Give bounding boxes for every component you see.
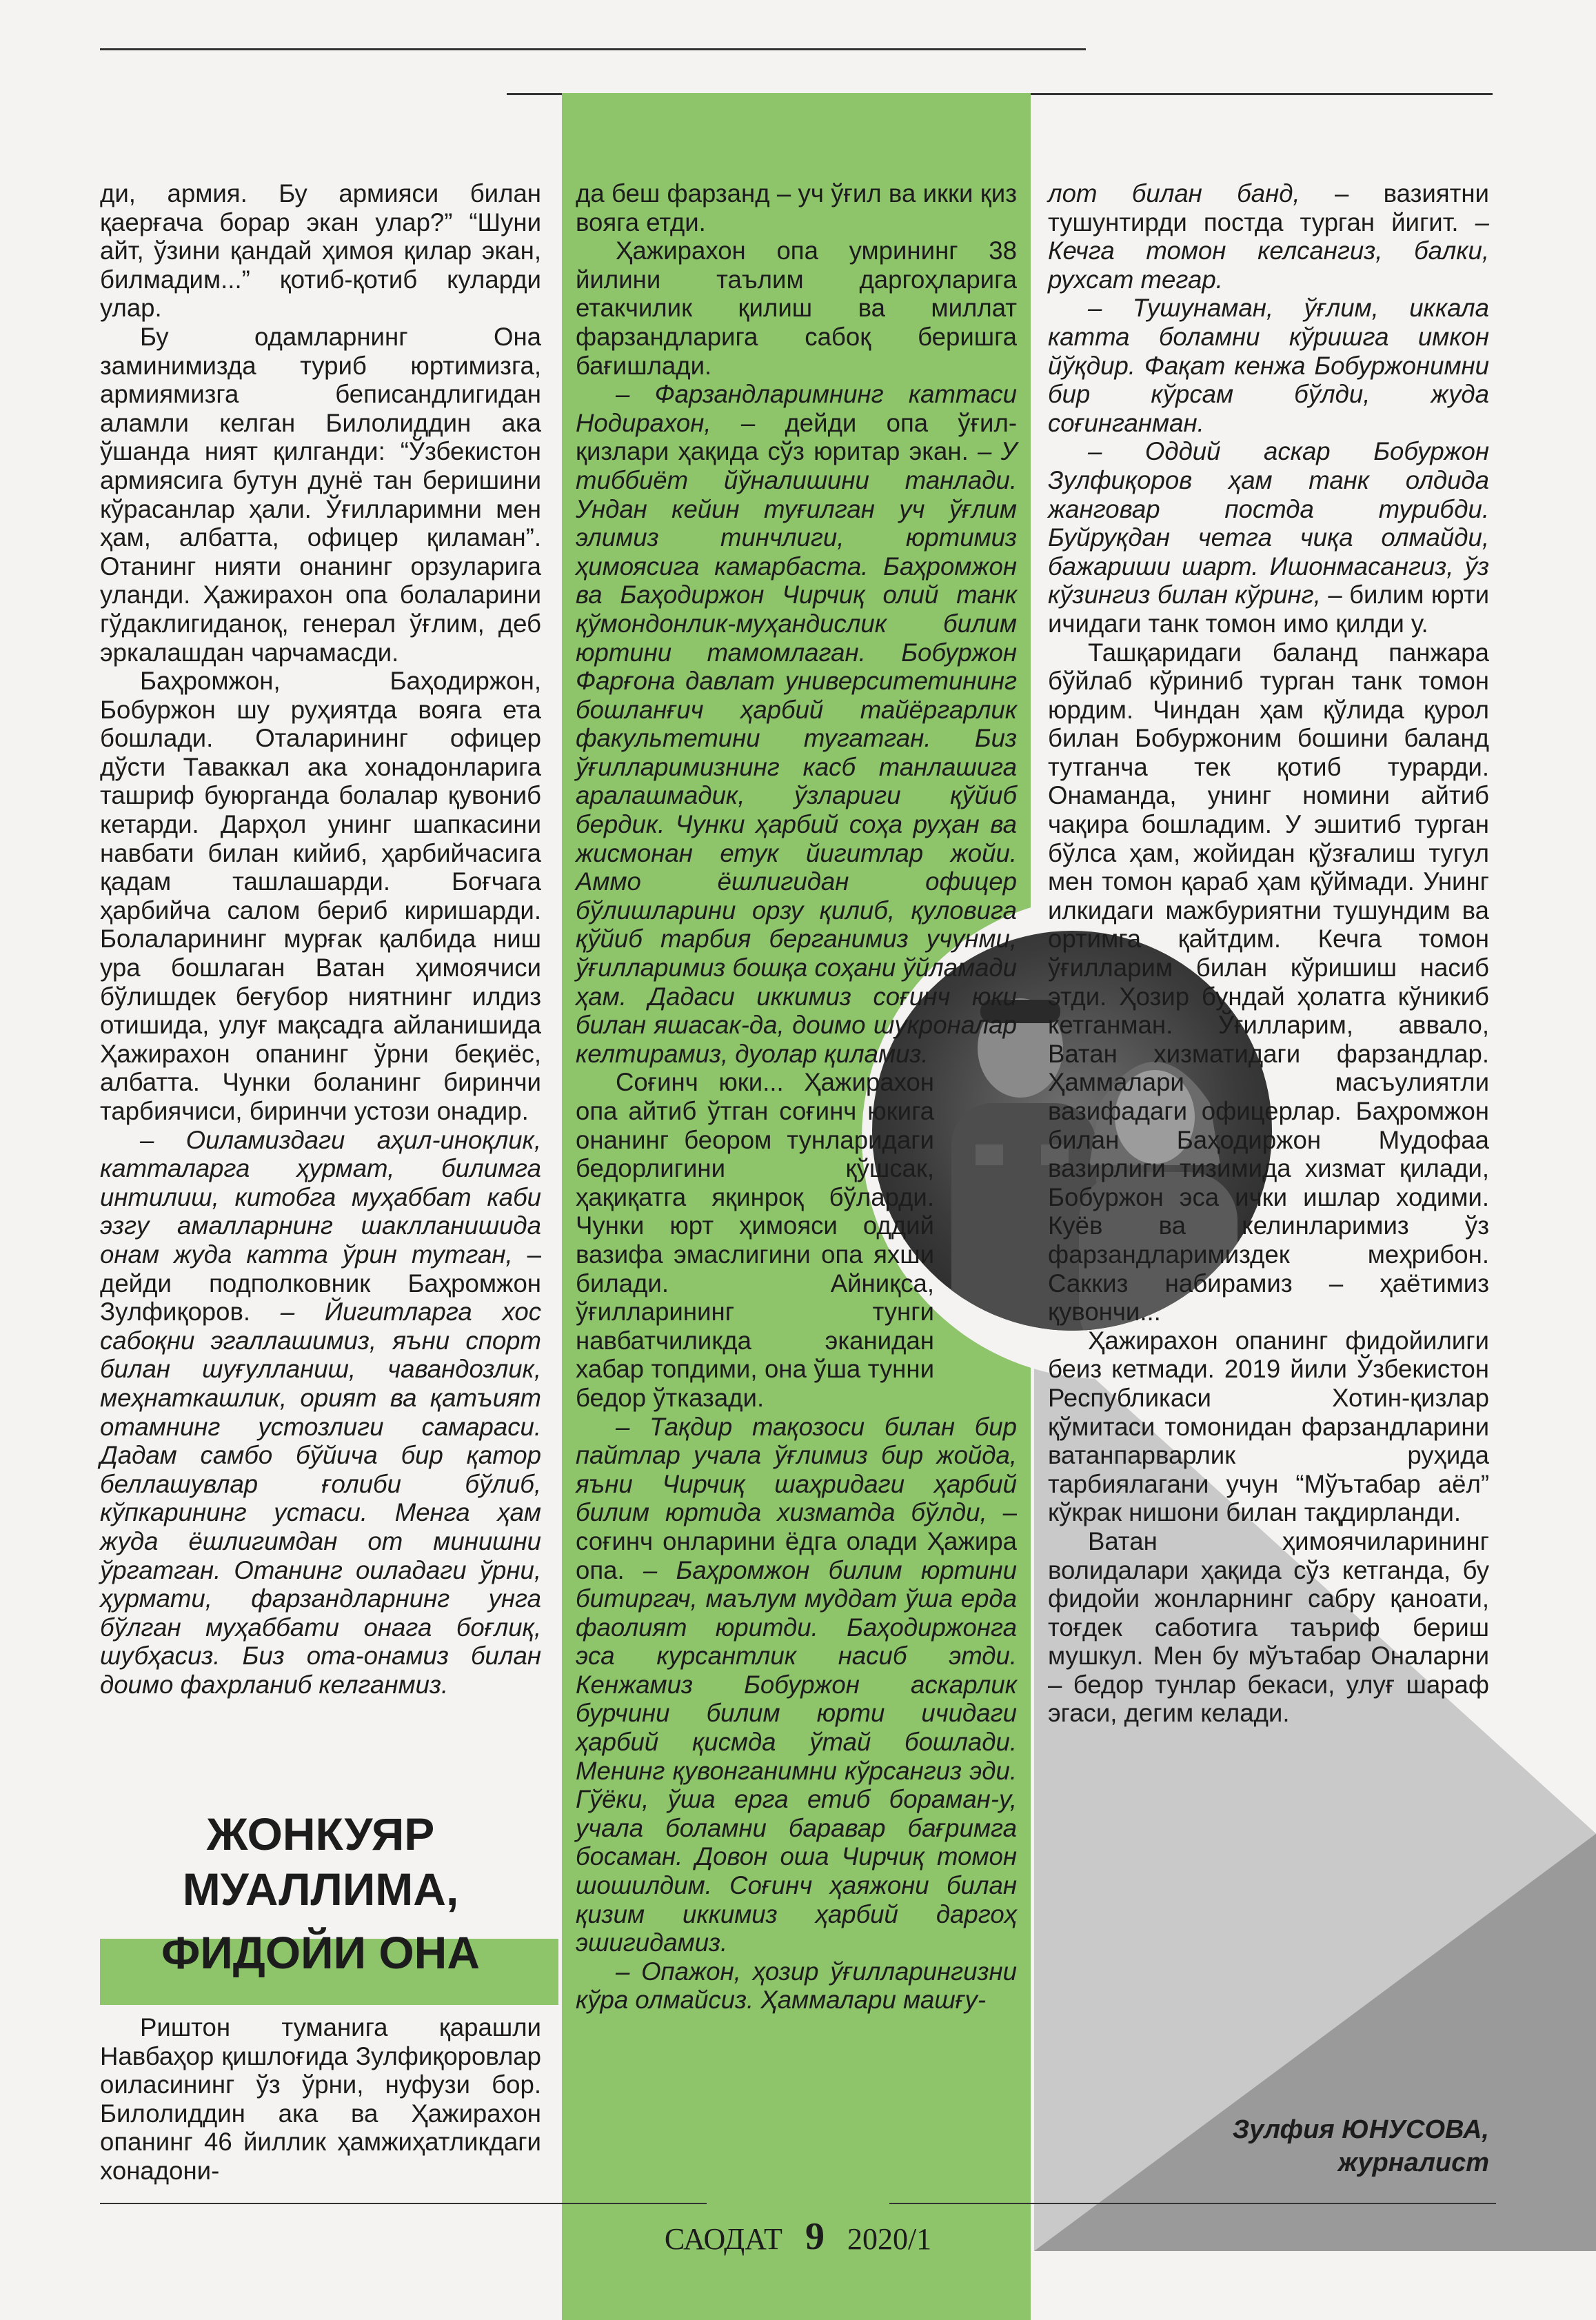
quote-paragraph	[576, 1413, 1017, 1957]
quote-paragraph	[1048, 179, 1489, 294]
top-rule-left	[100, 48, 1086, 50]
quote-italic: – Фарзандларимнинг каттаси Нодирахон,	[576, 380, 1017, 437]
paragraph: Ташқаридаги баланд панжара бўйлаб кўриниб турган танк томон юрдим. Чиндан ҳам қўлида қурол билан Бобуржоним бошини баланд тутганча тек қотиб турарди. Онамандa, унинг номини айтиб чақира бошладим. У эшитиб турган бўлса ҳам, жойидан қўзғалиш тугул мен томон қараб ҳам қўймади. Унинг илкидаги мажбуриятни тушундим ва ортимга қайтдим. Кечга томон ўғилларим билан кўришиш насиб этди. Ҳозир бундай ҳолатга кўникиб кетганман. Ўғилларим, аввало, Ватан хизматидаги фарзандлар. Ҳаммалари масъулиятли вазифадаги офицерлар. Баҳромжон билан Баҳодиржон Мудофаа вазирлиги тизимида хизмат қилади, Бобуржон эса ички ишлар ходими. Куёв ва келинларимиз ўз фарзандларимиздек меҳрибон. Саккиз набирамиз – ҳаётимиз қувончи...	[1048, 638, 1489, 1327]
lead-paragraph-block	[100, 2013, 541, 2186]
quote-italic: – Оддий аскар Бобуржон Зулфиқоров ҳам танк олдида жанговар постда турибди. Буйруқдан четга чиқа олмайди, бажариши шарт. Ишонмасангиз, ўз кўзингиз билан кўринг,	[1048, 437, 1489, 609]
paragraph: Ҳажирахон опанинг фидойилиги беиз кетмади. 2019 йили Ўзбекистон Республикаси Хотин-қизлар қўмитаси томонидан фарзандларини ватанпарварлик руҳида тарбиялагани учун “Мўътабар аёл” кўкрак нишони билан тақдирланди.	[1048, 1326, 1489, 1527]
quote-italic: – Тақдир тақозоси билан бир пайтлар учала ўғлимиз бир жойда, яъни Чирчиқ шаҳридаги ҳарбий билим юртида хизматда бўлди,	[576, 1412, 1017, 1527]
page-number: 9	[805, 2215, 825, 2258]
page-footer	[0, 2215, 1596, 2256]
column-3	[1048, 179, 1489, 1728]
column-2	[576, 179, 1017, 2015]
quote-paragraph	[576, 380, 1017, 1068]
author-name: Зулфия ЮНУСОВА,	[1232, 2115, 1489, 2144]
quote-attribution: – билим юрти ичидаги танк томон имо қилди у.	[1048, 581, 1490, 638]
quote-attribution: – вазиятни тушунтирди постда турган йигит.	[1048, 179, 1489, 236]
headline	[100, 1806, 541, 1980]
quote-attribution: – соғинч онларини ёдга олади Ҳажира опа.	[576, 1498, 1017, 1584]
paragraph: Ҳажирахон опа умрининг 38 йилини таълим даргоҳларига етакчилик қилиш ва миллат фарзандларига сабоқ беришга бағишлади.	[576, 236, 1017, 380]
quote-paragraph	[1048, 437, 1489, 638]
column-1	[100, 179, 541, 1699]
headline-line: ЖОНКУЯР	[206, 1808, 435, 1859]
quote-attribution: – дейди опа ўғил-қизлари ҳақида сўз юритар экан.	[576, 408, 1017, 466]
paragraph: да беш фарзанд – уч ўғил ва икки қиз вояга етди.	[576, 179, 1017, 236]
magazine-name: САОДАТ	[664, 2222, 782, 2256]
headline-line: МУАЛЛИМА,	[182, 1864, 459, 1915]
paragraph: Бу одамларнинг Она заминимизда туриб юртимизга, армиямизга беписандлигидан аламли келган Билолиддин ака ўшанда ният қилганди: “Ўзбекистон армиясига бутун дунё тан беришини кўрасанлар ҳали. Ўғилларимни мен ҳам, албатта, офицер қиламан”. Отанинг нияти онанинг орзуларига уланди. Ҳажирахон опа болаларини гўдаклигиданоқ, генерал ўғлим, деб эркалашдан чарчамасди.	[100, 322, 541, 667]
paragraph: Ватан ҳимоячиларининг волидалари ҳақида сўз кетганда, бу фидойи жонларнинг сабру қаноати, тоғдек саботига таъриф бериш мушкул. Мен бу мўътабар Оналарни – бедор тунлар бекаси, улуғ шараф эгаси, дегим келади.	[1048, 1526, 1489, 1728]
quote-italic: – Баҳромжон билим юртини битиргач, маълум муддат ўша ерда фаолият юритди. Баҳодиржонга эса курсантлик насиб этди. Кенжамиз Бобуржон аскарлик бурчини билим юрти ичидаги ҳарбий қисмда ўтай бошлади. Менинг қувонганимни кўрсангиз эди. Гўёки, ўша ерга етиб бораман-у, учала боламни баравар бағримга босаман. Довон оша Чирчиқ томон шошилдим. Соғинч ҳаяжони билан қизим иккимиз ҳарбий даргоҳ эшигидамиз.	[576, 1555, 1017, 1957]
quote-italic: – Тушунаман, ўғлим, иккала катта боламни кўришга имкон йўқдир. Фақат кенжа Бобуржонимни бир кўрсам бўлди, жуда соғинганман.	[1048, 294, 1489, 437]
quote-attribution: – дейди подполковник Баҳромжон Зулфиқоров.	[100, 1240, 541, 1327]
paragraph: Соғинч юки... Ҳажирахон опа айтиб ўтган соғинч юкига онанинг беором тунларидаги бедорлигини қўшсак, ҳақиқатга яқинроқ бўларди. Чунки юрт ҳимояси оддий вазифа эмаслигини опа яхши билади. Айниқса, ўғилларининг тунги навбатчиликда эканидан хабар топдими, она ўша тунни бедор ўтказади.	[576, 1068, 934, 1412]
quote-italic: лот билан банд,	[1048, 179, 1300, 208]
quote-paragraph	[1048, 294, 1489, 437]
author-signature	[1048, 2113, 1489, 2179]
quote-paragraph	[576, 1957, 1017, 2015]
quote-italic: – Йигитларга хос сабоқни эгаллашимиз, яъни спорт билан шуғулланиш, чавандозлик, меҳнаткашлик, орият ва қатъият отамнинг устозлиги самараси. Дадам самбо бўйича бир қатор беллашувлар ғолиби бўлиб, кўпкарининг устаси. Менга ҳам жуда ёшлигимдан от минишни ўргатган. Отанинг оиладаги ўрни, ҳурмати, фарзандларнинг унга бўлган муҳаббати онага боғлиқ, шубҳасиз. Биз ота-онамиз билан доимо фахрланиб келганмиз.	[100, 1298, 541, 1699]
quote-italic: – У тиббиёт йўналишини танлади. Ундан кейин туғилган уч ўғлим элимиз тинчлиги, юртимиз ҳимоясига камарбаста. Баҳромжон ва Баҳодиржон Чирчиқ олий танк қўмондонлик-муҳандислик билим юртини тамомлаган. Бобуржон Фарғона давлат университетининг бошланғич ҳарбий тайёргарлик факультетини тугатган. Биз ўғилларимизнинг касб танлашига аралашмадик, ўзлариги қўйиб бердик. Чунки ҳарбий соҳа руҳан ва жисмонан етук йигитлар жойи. Аммо ёшлигидан офицер бўлишларини орзу қилиб, қуловига қўйиб тарбия берганимиз учунми, ўғилларимиз бошқа соҳани ўйламади ҳам. Дадаси иккимиз соғинч юки билан яшасак-да, доимо шукроналар келтирамиз, дуолар қиламиз.	[576, 437, 1017, 1068]
lead-paragraph: Риштон туманига қарашли Навбаҳор қишлоғида Зулфиқоровлар оиласининг ўз ўрни, нуфузи бор. Билолиддин ака ва Ҳажирахон опанинг 46 йиллик ҳамжиҳатликдаги хонадони-	[100, 2013, 541, 2185]
paragraph: ди, армия. Бу армияси билан қаерғача борар экан улар?” “Шуни айт, ўзини қандай ҳимоя қилар экан, билмадим...” қотиб-қотиб куларди улар.	[100, 179, 541, 323]
quote-italic: – Оиламиздаги аҳил-иноқлик, катталарга ҳурмат, билимга интилиш, китобга муҳаббат каби эзгу амалларнинг шаклланишида онам жуда катта ўрин тутган,	[100, 1125, 541, 1269]
author-role: журналист	[1337, 2148, 1489, 2177]
paragraph: Баҳромжон, Баҳодиржон, Бобуржон шу руҳиятда вояга ета бошлади. Оталарининг офицер дўсти Таваккал ака хонадонларига ташриф буюрганда болалар қувониб кетарди. Дарҳол унинг шапкасини навбати билан кийиб, ҳарбийчасига қадам ташлашарди. Боғчага ҳарбийча салом бериб киришарди. Болаларининг мурғак қалбида ниш ура бошлаган Ватан ҳимоячиси бўлишдек беғубор ниятнинг илдиз отишида, улуғ мақсадга айланишида Ҳажирахон опанинг ўрни беқиёс, албатта. Чунки боланинг биринчи тарбиячиси, биринчи устози онадир.	[100, 667, 541, 1125]
quote-paragraph	[100, 1126, 541, 1699]
issue-number: 2020/1	[847, 2222, 932, 2256]
bottom-rule-left	[100, 2203, 707, 2204]
headline-line: ФИДОЙИ ОНА	[161, 1927, 480, 1978]
quote-italic: – Опажон, ҳозир ўғилларингизни кўра олмайсиз. Ҳаммалари машғу-	[576, 1957, 1017, 2015]
bottom-rule-right	[889, 2203, 1496, 2204]
quote-italic: – Кечга томон келсангиз, балки, рухсат тегар.	[1048, 208, 1489, 294]
